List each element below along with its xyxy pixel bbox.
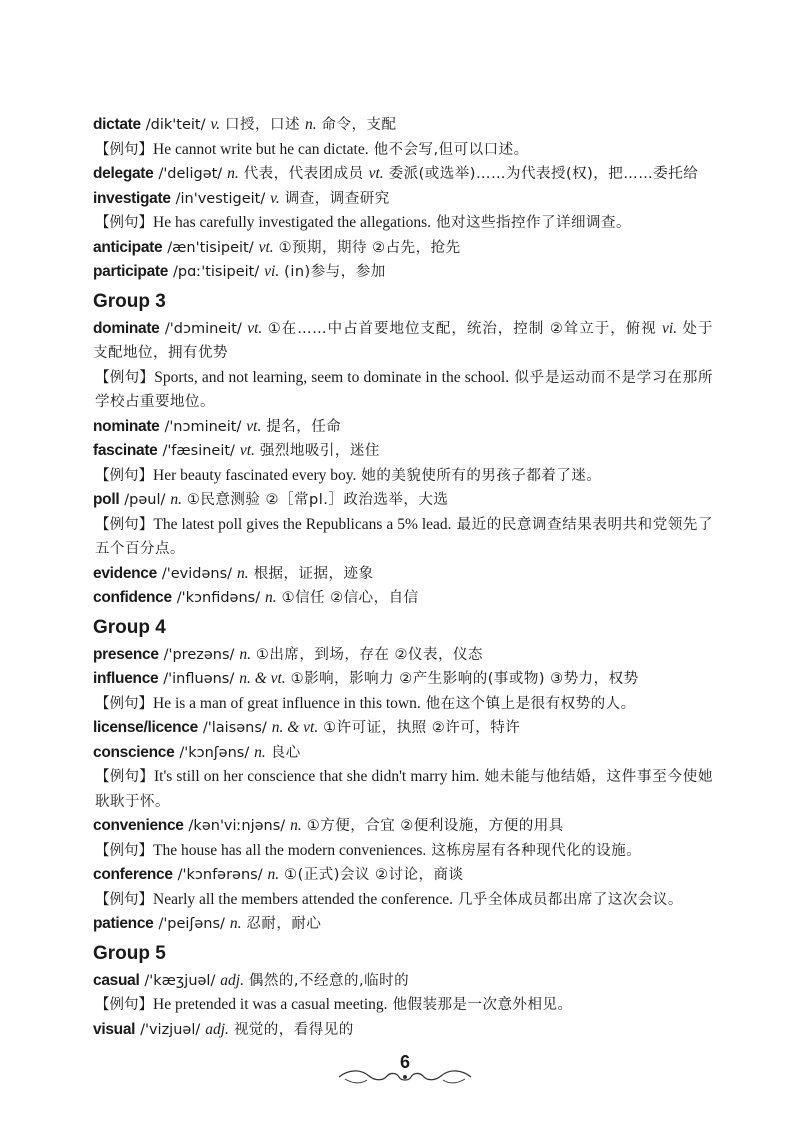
example-chinese: 他在这个镇上是很有权势的人。 (425, 695, 636, 712)
example-label: 【例句】 (95, 695, 153, 712)
ornament-flourish-icon (335, 1068, 475, 1086)
word-entry (93, 667, 713, 692)
part-of-speech: vt. (368, 165, 384, 182)
definition: ①(正式)会议 ②讨论，商谈 (284, 867, 464, 883)
definition: 良心 (270, 744, 301, 761)
example-label: 【例句】 (95, 516, 154, 533)
word-entry (93, 260, 713, 285)
definition: (in)参与，参加 (284, 264, 386, 280)
example-english: The house has all the modern conveniences. (153, 841, 427, 859)
phonetic: /'nɔmineit/ (164, 418, 242, 435)
headword: fascinate (93, 442, 158, 459)
phonetic: /'kɔnfərəns/ (177, 867, 263, 883)
example-label: 【例句】 (95, 891, 153, 908)
definition: ①出席，到场，存在 ②仪表，仪态 (255, 646, 484, 663)
part-of-speech: v. (210, 116, 221, 133)
definition: 强烈地吸引，迷住 (259, 443, 380, 459)
definition: 根据，证据，迹象 (253, 565, 374, 582)
word-entry (93, 439, 713, 464)
part-of-speech: vt. (258, 238, 274, 256)
part-of-speech: n. (267, 866, 280, 883)
word-entry (93, 643, 713, 668)
example-english: Her beauty fascinated every boy. (153, 466, 357, 484)
definition: ①影响，影响力 ②产生影响的(事或物) ③势力，权势 (290, 671, 639, 687)
headword: participate (93, 263, 169, 280)
phonetic: /'kɔnfidəns/ (176, 590, 261, 606)
part-of-speech: n. & vt. (239, 670, 286, 687)
word-entry (93, 814, 713, 839)
word-entry (93, 586, 713, 611)
example-chinese: 她的美貌使所有的男孩子都着了迷。 (361, 467, 602, 484)
definition: 口授，口述 (225, 117, 300, 133)
group-heading: Group 3 (93, 290, 166, 312)
headword: conference (93, 866, 173, 883)
example-label: 【例句】 (95, 997, 153, 1013)
vocabulary-page (93, 113, 713, 1042)
part-of-speech: n. (265, 589, 277, 606)
headword: poll (93, 491, 120, 508)
headword: casual (93, 971, 140, 989)
headword: evidence (93, 564, 157, 582)
example-english: Sports, and not learning, seem to dominate in the school. (154, 368, 510, 386)
example-sentence (93, 464, 713, 489)
example-chinese: 他假装那是一次意外相见。 (392, 997, 573, 1013)
phonetic: /'peiʃəns/ (158, 916, 225, 932)
definition: ①信任 ②信心，自信 (281, 590, 419, 606)
word-entry (93, 236, 713, 261)
part-of-speech: adj. (220, 971, 244, 989)
definition: 代表，代表团成员 (243, 166, 364, 182)
example-chinese: 这栋房屋有各种现代化的设施。 (431, 842, 642, 859)
word-entry (93, 741, 713, 766)
headword: dictate (93, 116, 141, 133)
definition: 调查，调查研究 (284, 190, 390, 207)
example-chinese: 最近的民意调查结果表明共和党领先了五个百分点。 (95, 516, 714, 557)
part-of-speech: n. (254, 743, 266, 761)
example-sentence (93, 692, 713, 717)
part-of-speech: n. (304, 116, 317, 133)
part-of-speech: n. (229, 915, 242, 932)
example-label: 【例句】 (95, 369, 155, 386)
definition: ①方便，合宜 ②便利设施，方便的用具 (306, 818, 564, 834)
part-of-speech: vi. (264, 263, 280, 280)
example-sentence (93, 839, 713, 864)
example-sentence (93, 993, 713, 1018)
part-of-speech: adj. (205, 1020, 229, 1038)
definition: 命令，支配 (321, 117, 397, 133)
headword: confidence (93, 589, 172, 606)
example-english: He is a man of great influence in this town. (153, 694, 421, 712)
definition: 视觉的，看得见的 (233, 1021, 354, 1038)
headword: nominate (93, 417, 160, 435)
example-english: The latest poll gives the Republicans a 5% lead. (153, 515, 452, 533)
definition: 偶然的,不经意的,临时的 (248, 972, 410, 989)
phonetic: /dik'teit/ (145, 117, 206, 133)
word-entry (93, 912, 713, 937)
example-english: Nearly all the members attended the conference. (153, 890, 453, 908)
phonetic: /'vizjuəl/ (140, 1021, 201, 1038)
word-entry (93, 415, 713, 440)
part-of-speech: vt. (246, 417, 262, 435)
definition: ①许可证，执照 ②许可，特许 (323, 720, 521, 736)
word-entry (93, 863, 713, 888)
example-label: 【例句】 (95, 769, 154, 785)
phonetic: /kən'viːnjəns/ (188, 818, 286, 834)
definition: 委派(或选举)……为代表授(权)，把……委托给 (388, 166, 699, 182)
headword: presence (93, 645, 159, 663)
headword: license/licence (93, 719, 198, 736)
phonetic: /'kɔnʃəns/ (179, 744, 250, 761)
example-sentence (93, 765, 713, 814)
page-footer (335, 1052, 475, 1088)
phonetic: /'kæʒjuəl/ (144, 972, 216, 989)
example-sentence (93, 888, 713, 913)
phonetic: /'deligət/ (158, 166, 223, 182)
example-sentence (93, 211, 713, 236)
headword: anticipate (93, 238, 163, 256)
word-entry (93, 317, 713, 366)
headword: convenience (93, 817, 184, 834)
definition: ①预期，期待 ②占先，抢先 (278, 239, 461, 256)
group-heading: Group 4 (93, 616, 166, 638)
word-entry (93, 716, 713, 741)
word-entry (93, 187, 713, 212)
word-entry (93, 969, 713, 994)
part-of-speech: n. & vt. (271, 719, 319, 736)
example-chinese: 似乎是运动而不是学习在那所学校占重要地位。 (95, 369, 713, 410)
example-label: 【例句】 (95, 467, 153, 484)
phonetic: /'dɔmineit/ (164, 320, 242, 337)
definition: ①民意测验 ②［常pl.］政治选举，大选 (186, 492, 449, 508)
definition: ①在……中占首要地位支配，统治，控制 ②耸立于，俯视 (267, 320, 657, 337)
page-number: 6 (399, 1052, 410, 1072)
example-chinese: 她未能与他结婚，这件事至今使她耿耿于怀。 (95, 769, 714, 810)
phonetic: /pəul/ (124, 492, 166, 508)
part-of-speech: vt. (239, 442, 255, 459)
part-of-speech: n. (227, 165, 239, 182)
part-of-speech: v. (270, 189, 280, 207)
headword: delegate (93, 165, 154, 182)
phonetic: /'influəns/ (163, 671, 235, 687)
phonetic: /in'vestigeit/ (175, 190, 266, 207)
part-of-speech: n. (237, 564, 249, 582)
phonetic: /'fæsineit/ (162, 443, 235, 459)
phonetic: /pɑː'tisipeit/ (173, 264, 260, 280)
example-chinese: 几乎全体成员都出席了这次会议。 (457, 891, 683, 908)
example-chinese: 他对这些指控作了详细调查。 (435, 215, 631, 231)
example-label: 【例句】 (95, 215, 153, 231)
part-of-speech: vi. (662, 319, 678, 337)
example-sentence (93, 138, 713, 163)
example-english: He has carefully investigated the allegations. (153, 214, 432, 231)
word-entry (93, 113, 713, 138)
example-english: It's still on her conscience that she didn't marry him. (153, 768, 480, 785)
headword: visual (93, 1020, 136, 1038)
phonetic: /æn'tisipeit/ (167, 239, 254, 256)
example-label: 【例句】 (95, 141, 153, 158)
word-entry (93, 562, 713, 587)
example-label: 【例句】 (95, 842, 153, 859)
group-heading: Group 5 (93, 942, 166, 964)
headword: patience (93, 915, 154, 932)
headword: investigate (93, 189, 171, 207)
definition: 处于支配地位，拥有优势 (93, 320, 713, 361)
example-chinese: 他不会写,但可以口述。 (373, 141, 529, 158)
phonetic: /'prezəns/ (163, 646, 235, 663)
phonetic: /'laisəns/ (202, 720, 267, 736)
word-entry (93, 1018, 713, 1043)
definition: 提名，任命 (266, 418, 342, 435)
part-of-speech: n. (290, 817, 302, 834)
word-entry (93, 488, 713, 513)
part-of-speech: n. (239, 645, 251, 663)
example-sentence (93, 366, 713, 415)
part-of-speech: n. (170, 491, 182, 508)
headword: dominate (93, 319, 160, 337)
phonetic: /'evidəns/ (161, 565, 233, 582)
headword: influence (93, 670, 159, 687)
part-of-speech: vt. (247, 319, 263, 337)
example-english: He cannot write but he can dictate. (153, 140, 369, 158)
word-entry (93, 162, 713, 187)
example-english: He pretended it was a casual meeting. (153, 996, 388, 1013)
definition: 忍耐，耐心 (246, 916, 322, 932)
example-sentence (93, 513, 713, 562)
headword: conscience (93, 743, 175, 761)
